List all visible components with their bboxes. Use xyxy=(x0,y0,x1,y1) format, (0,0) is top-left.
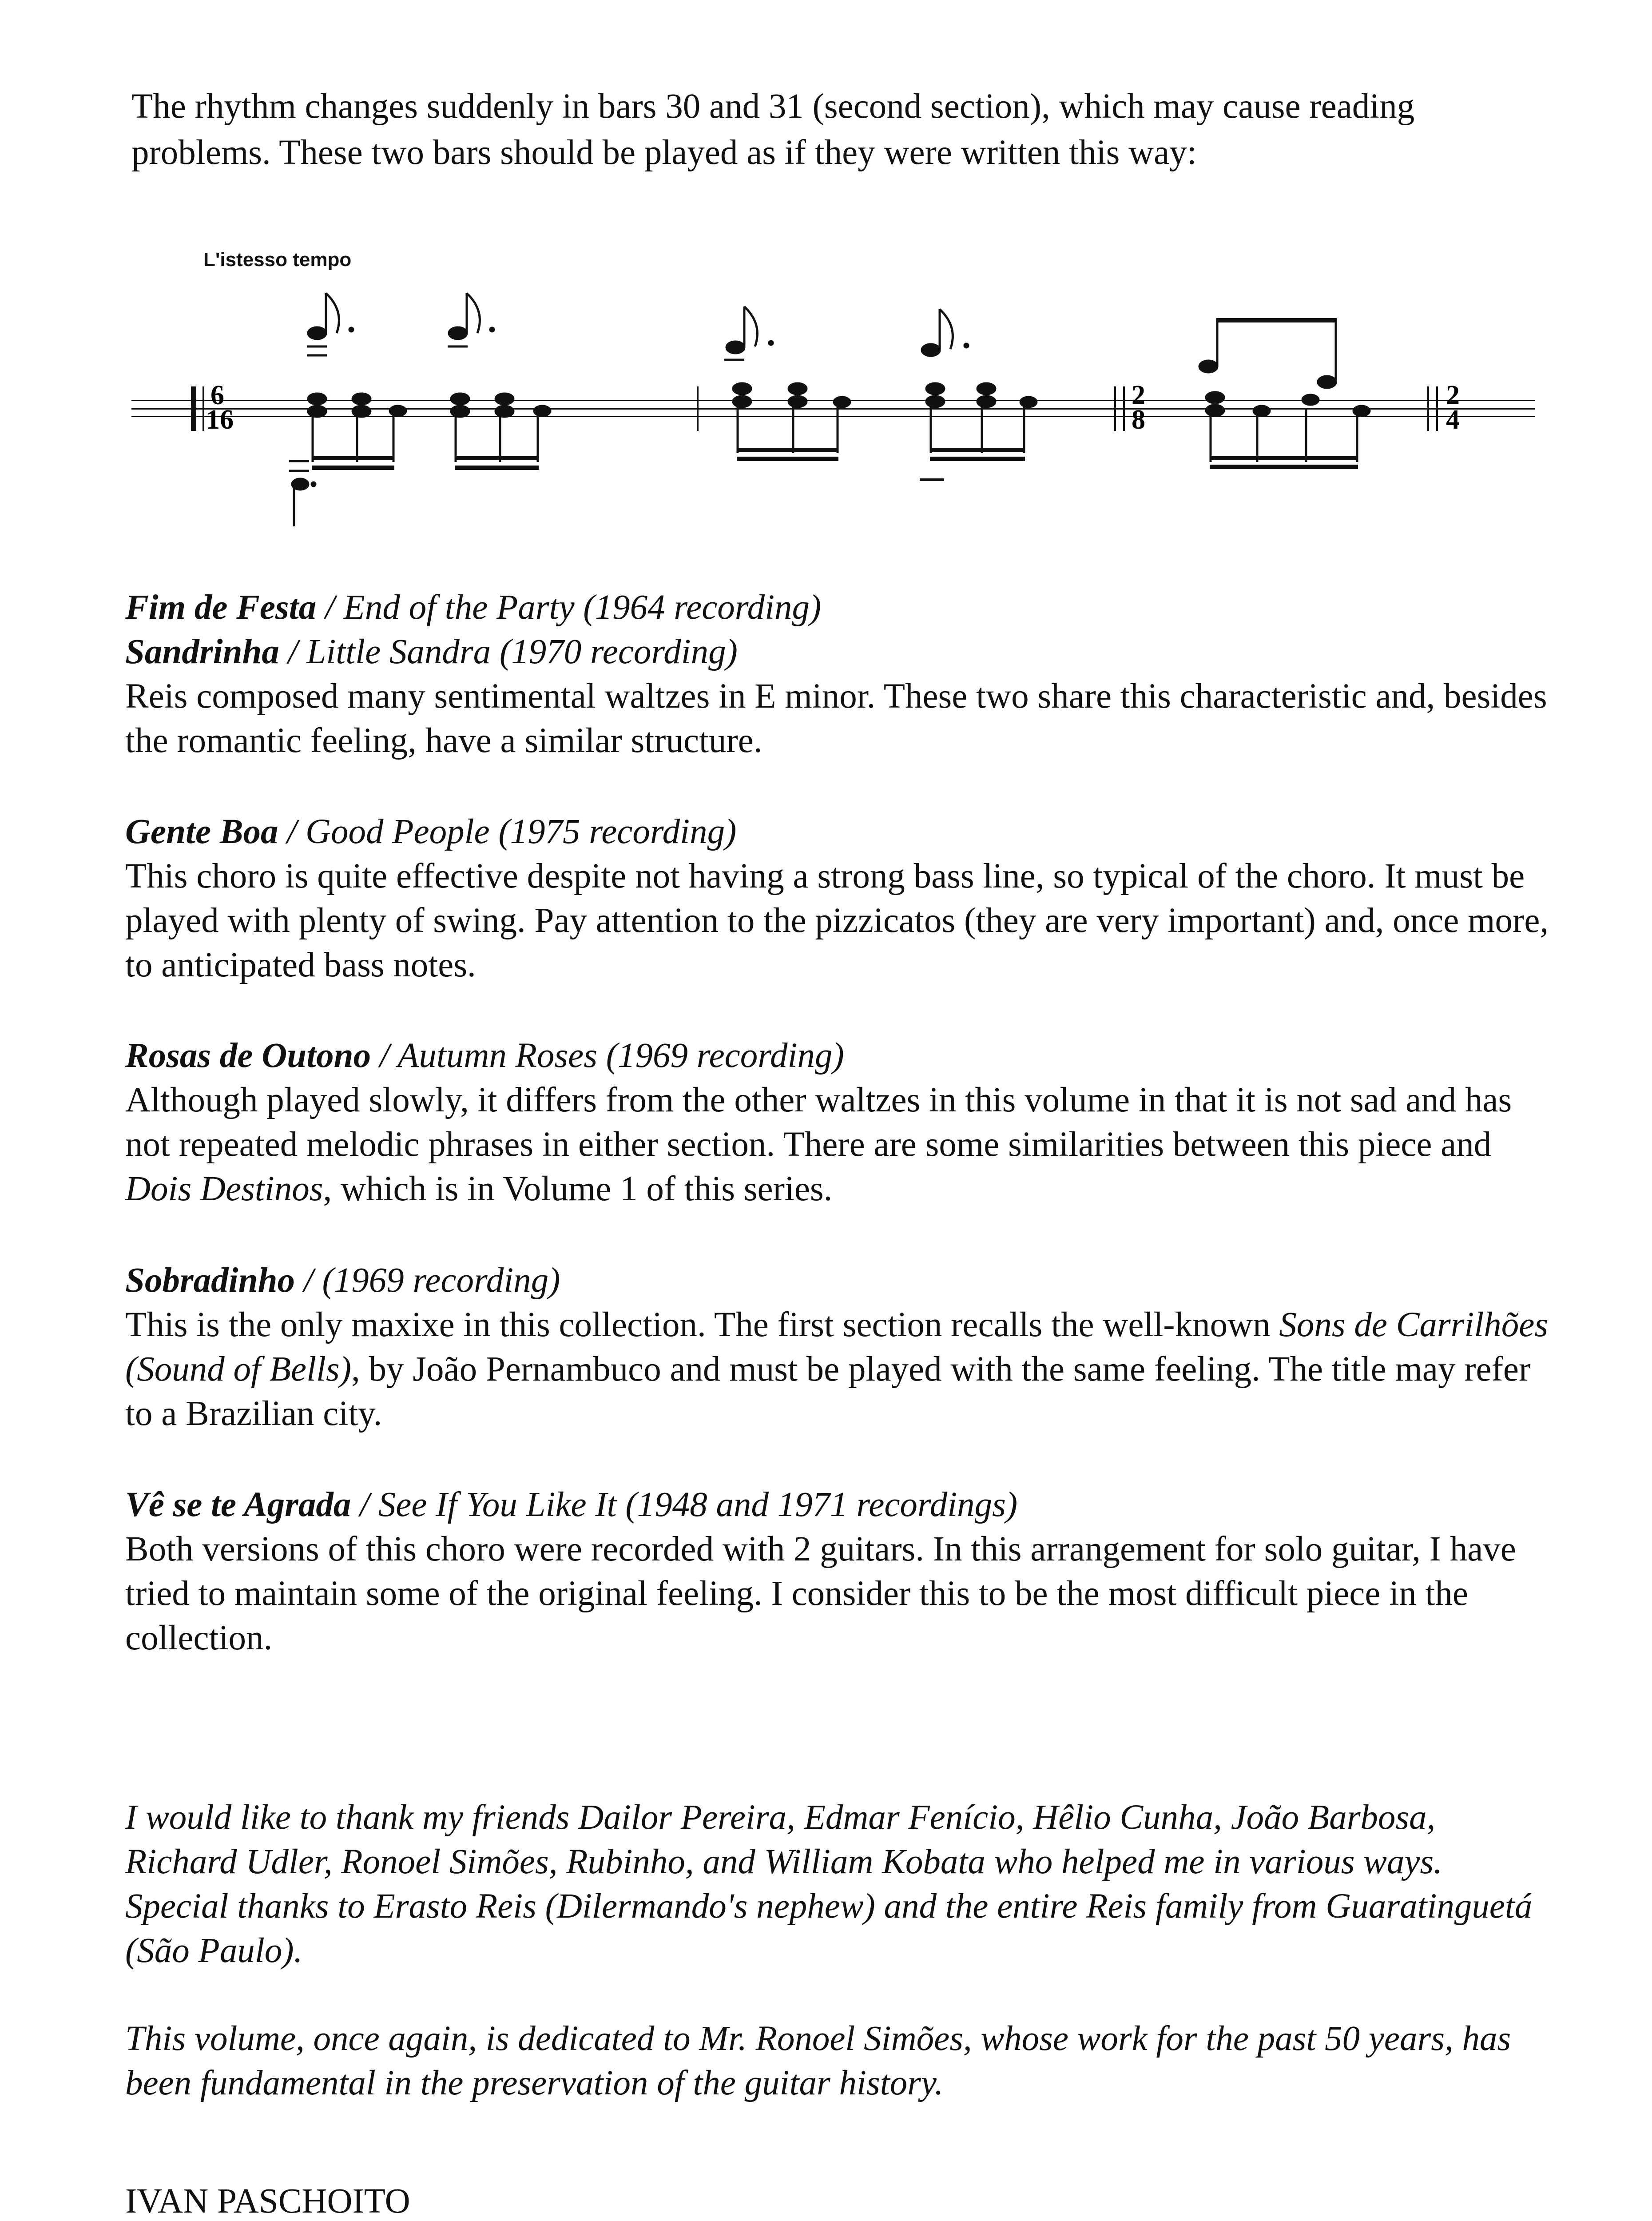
section-title xyxy=(125,1034,1551,1078)
body-text-part: Although played slowly, it differs from the other waltzes in this volume in that it is not sad and has not repeated melodic phrases in either section. There are some similarities between this piece and xyxy=(125,1081,1512,1164)
time-sig-2-top: 2 xyxy=(1132,380,1145,410)
section-title-pt: Gente Boa xyxy=(125,812,278,851)
section-subtitle-pt: Sandrinha xyxy=(125,633,279,671)
section-fim-de-festa xyxy=(125,585,1551,763)
body-italic-title: Dois Destinos xyxy=(125,1170,323,1208)
section-title xyxy=(125,1258,1551,1303)
time-sig-1-bottom: 16 xyxy=(206,405,234,435)
section-title-en: / (1969 recording) xyxy=(303,1261,560,1300)
body-text-part: , by João Pernambuco and must be played with the same feeling. The title may refer to a Brazilian city. xyxy=(125,1350,1531,1433)
time-sig-1-top: 6 xyxy=(210,380,224,410)
section-title-pt: Vê se te Agrada xyxy=(125,1485,351,1524)
section-title-pt: Sobradinho xyxy=(125,1261,295,1300)
section-title xyxy=(125,1483,1551,1527)
section-body: Reis composed many sentimental waltzes in E minor. These two share this characteristic and, besides the romantic feeling, have a similar structure. xyxy=(125,677,1547,760)
body-text-part: , which is in Volume 1 of this series. xyxy=(323,1170,833,1208)
time-sig-2-bottom: 8 xyxy=(1132,405,1145,435)
intro-paragraph: The rhythm changes suddenly in bars 30 and 31 (second section), which may cause reading problems. These two bars should be played as if they were written this way: xyxy=(131,87,1415,172)
dedication-paragraph: This volume, once again, is dedicated to Mr. Ronoel Simões, whose work for the past 50 years, has been fundamental in the preservation of the guitar history. xyxy=(125,2019,1511,2102)
section-body xyxy=(125,1078,1551,1211)
section-gente-boa xyxy=(125,810,1551,987)
section-rosas-de-outono xyxy=(125,1034,1551,1211)
signature-block xyxy=(125,2179,410,2221)
section-body xyxy=(125,1303,1551,1436)
section-title-en: / See If You Like It (1948 and 1971 recordings) xyxy=(360,1485,1018,1524)
section-subtitle xyxy=(125,630,1551,674)
section-title xyxy=(125,810,1551,854)
music-example xyxy=(131,240,1535,560)
body-italic-title: Sons de Carrilhões (Sound of Bells) xyxy=(125,1306,1549,1389)
time-sig-3-top: 2 xyxy=(1446,380,1460,410)
acknowledgement-paragraph: I would like to thank my friends Dailor Pereira, Edmar Fenício, Hêlio Cunha, João Barbosa, Richard Udler, Ronoel Simões, Rubinho, and William Kobata who helped me in various ways. Special thanks to Erasto Reis (Dilermando's nephew) and the entire Reis family from Guaratinguetá (São Paulo). xyxy=(125,1798,1533,1970)
section-subtitle-en: / Little Sandra (1970 recording) xyxy=(288,633,738,671)
section-title-pt: Fim de Festa xyxy=(125,588,317,627)
section-sobradinho xyxy=(125,1258,1551,1436)
section-body: Both versions of this choro were recorded with 2 guitars. In this arrangement for solo guitar, I have tried to maintain some of the original feeling. I consider this to be the most difficult piece in the collection. xyxy=(125,1530,1516,1657)
section-body: This choro is quite effective despite not having a strong bass line, so typical of the choro. It must be played with plenty of swing. Pay attention to the pizzicatos (they are very important) and, once more, to anticipated bass notes. xyxy=(125,857,1549,984)
section-title xyxy=(125,585,1551,630)
author-name: IVAN PASCHOITO xyxy=(125,2182,410,2221)
section-title-pt: Rosas de Outono xyxy=(125,1036,371,1075)
section-title-en: / Autumn Roses (1969 recording) xyxy=(379,1036,844,1075)
body-text-part: This is the only maxixe in this collection. The first section recalls the well-known xyxy=(125,1306,1279,1344)
section-ve-se-te-agrada xyxy=(125,1483,1551,1660)
tempo-marking: L'istesso tempo xyxy=(203,249,352,271)
time-sig-3-bottom: 4 xyxy=(1446,405,1460,435)
section-title-en: / Good People (1975 recording) xyxy=(287,812,737,851)
music-staff xyxy=(131,275,1535,560)
section-title-en: / End of the Party (1964 recording) xyxy=(325,588,822,627)
